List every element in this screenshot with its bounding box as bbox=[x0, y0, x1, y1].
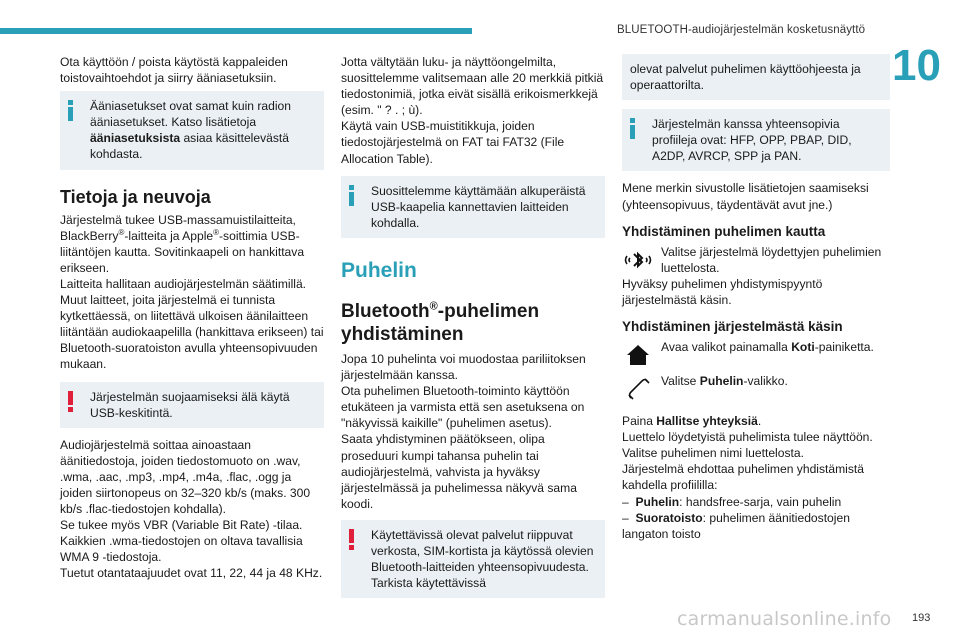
step-row bbox=[622, 373, 890, 405]
bluetooth-icon bbox=[622, 244, 654, 276]
page-header-title: BLUETOOTH-audiojärjestelmän kosketusnäyttö bbox=[617, 24, 866, 36]
subsection-title: Yhdistäminen puhelimen kautta bbox=[622, 223, 826, 239]
paragraph: Audiojärjestelmä soittaa ainoastaan äänitiedostoja, joiden tiedostomuoto on .wav, .wma, .aac, .mp3, .mp4, .m4a, .flac, .ogg ja joiden siirtonopeus on 32–320 kb/s (maks. 300 kb/s .flac-tiedostojen kohdalla). bbox=[60, 437, 311, 517]
list-item: – Puhelin: handsfree-sarja, vain puhelin bbox=[622, 494, 842, 509]
paragraph: Paina Hallitse yhteyksiä. bbox=[622, 414, 762, 429]
header-accent-bar bbox=[0, 28, 472, 34]
info-text: Järjestelmän kanssa yhteensopivia profiileja ovat: HFP, OPP, PBAP, DID, A2DP, AVRCP, SPP ja PAN. bbox=[652, 117, 852, 164]
paragraph: Järjestelmä tukee USB-massamuistilaitteita, BlackBerry®-laitteita ja Apple®-soittimia USB-liitäntöjen kautta. Sovitinkaapeli on hankittava erikseen. bbox=[60, 212, 305, 275]
paragraph: Se tukee myös VBR (Variable Bit Rate) -tilaa. bbox=[60, 518, 303, 533]
section-title: Bluetooth®-puhelimen yhdistäminen bbox=[341, 300, 540, 345]
chapter-number: 10 bbox=[892, 41, 941, 90]
column-1 bbox=[60, 54, 324, 582]
warning-icon bbox=[349, 529, 354, 550]
warning-box bbox=[341, 520, 605, 598]
paragraph: Valitse puhelimen nimi luettelosta. bbox=[622, 446, 804, 461]
list-item: – Suoratoisto: puhelimen äänitiedostojen langaton toisto bbox=[622, 510, 850, 541]
column-3 bbox=[622, 54, 890, 542]
subsection-title: Yhdistäminen järjestelmästä käsin bbox=[622, 319, 843, 335]
paragraph: Tuetut otantataajuudet ovat 11, 22, 44 ja 48 KHz. bbox=[60, 566, 323, 581]
step-row bbox=[622, 244, 890, 276]
step-text: Valitse Puhelin-valikko. bbox=[661, 374, 788, 389]
info-text: Ääniasetukset ovat samat kuin radion ääniasetukset. Katso lisätietoja ääniasetuksista asiaa käsittelevästä kohdasta. bbox=[90, 99, 292, 162]
chapter-section-title: Puhelin bbox=[341, 258, 417, 282]
warning-text: Järjestelmän suojaamiseksi älä käytä USB-keskitintä. bbox=[90, 389, 290, 420]
info-icon bbox=[68, 100, 73, 121]
paragraph: Kaikkien .wma-tiedostojen on oltava tavallisia WMA 9 -tiedostoja. bbox=[60, 534, 303, 565]
page-number: 193 bbox=[912, 612, 931, 624]
warning-text: Käytettävissä olevat palvelut riippuvat verkosta, SIM-kortista ja käytössä olevien Bluetooth-laitteiden yhteensopivuudesta. Tarkista käytettävissä bbox=[371, 527, 594, 591]
info-text: Suosittelemme käyttämään alkuperäistä USB-kaapelia kannettavien laitteiden kohdalla. bbox=[371, 183, 586, 230]
info-box bbox=[341, 176, 605, 238]
watermark: carmanualsonline.info bbox=[677, 608, 892, 630]
paragraph: Ota puhelimen Bluetooth-toiminto käyttöön etukäteen ja varmista että sen asetuksena on "näkyvissä kaikille" (puhelimen asetus). bbox=[341, 384, 585, 431]
intro-text: Ota käyttöön / poista käytöstä kappaleiden toistovaihtoehdot ja siirry ääniasetuksiin. bbox=[60, 55, 288, 86]
paragraph: Jotta vältytään luku- ja näyttöongelmilta, suosittelemme valitsemaan alle 20 merkkiä pitkiä tiedostonimiä, jotka eivät sisällä erikoismerkkejä (esim. " ? . ; ù). bbox=[341, 55, 604, 118]
paragraph: Mene merkin sivustolle lisätietojen saamiseksi (yhteensopivuus, täydentävät avut jne.) bbox=[622, 181, 869, 212]
paragraph: Laitteita hallitaan audiojärjestelmän säätimillä. bbox=[60, 276, 307, 291]
info-icon bbox=[349, 185, 354, 206]
column-2 bbox=[341, 54, 605, 598]
step-row bbox=[622, 339, 890, 371]
phone-handset-icon bbox=[622, 373, 654, 405]
section-title: Tietoja ja neuvoja bbox=[60, 186, 211, 207]
step-text: Valitse järjestelmä löydettyjen puhelimien luettelosta. bbox=[661, 244, 882, 275]
warning-box-continued: olevat palvelut puhelimen käyttöohjeesta ja operaattorilta. bbox=[622, 54, 890, 100]
info-box bbox=[60, 91, 324, 169]
paragraph: Muut laitteet, joita järjestelmä ei tunnista kytkettäessä, on liitettävä ulkoisen äänilaitteen liitäntään audiokaapelilla (hankittava erikseen) tai Bluetooth-suoratoiston avulla yhteensopivuuden mukaan. bbox=[60, 293, 324, 372]
paragraph: Hyväksy puhelimen yhdistymispyyntö järjestelmästä käsin. bbox=[622, 276, 823, 307]
paragraph: Saata yhdistyminen päätökseen, olipa proseduuri kumpi tahansa puhelin tai audiojärjestelmä, vahvista ja hyväksy järjestelmässä ja puhelimessa näkyvä sama koodi. bbox=[341, 432, 577, 511]
paragraph: Käytä vain USB-muistitikkuja, joiden tiedostojärjestelmä on FAT tai FAT32 (File Allocation Table). bbox=[341, 119, 565, 166]
step-text: Avaa valikot painamalla Koti-painiketta. bbox=[661, 340, 874, 355]
warning-box bbox=[60, 382, 324, 428]
warning-icon bbox=[68, 391, 73, 412]
info-icon bbox=[630, 118, 635, 139]
info-box bbox=[622, 109, 890, 171]
paragraph: Jopa 10 puhelinta voi muodostaa pariliitoksen järjestelmään kanssa. bbox=[341, 351, 586, 383]
paragraph: Järjestelmä ehdottaa puhelimen yhdistämistä kahdella profiililla: bbox=[622, 462, 865, 493]
home-icon bbox=[622, 339, 654, 371]
paragraph: Luettelo löydetyistä puhelimista tulee näyttöön. bbox=[622, 430, 873, 445]
